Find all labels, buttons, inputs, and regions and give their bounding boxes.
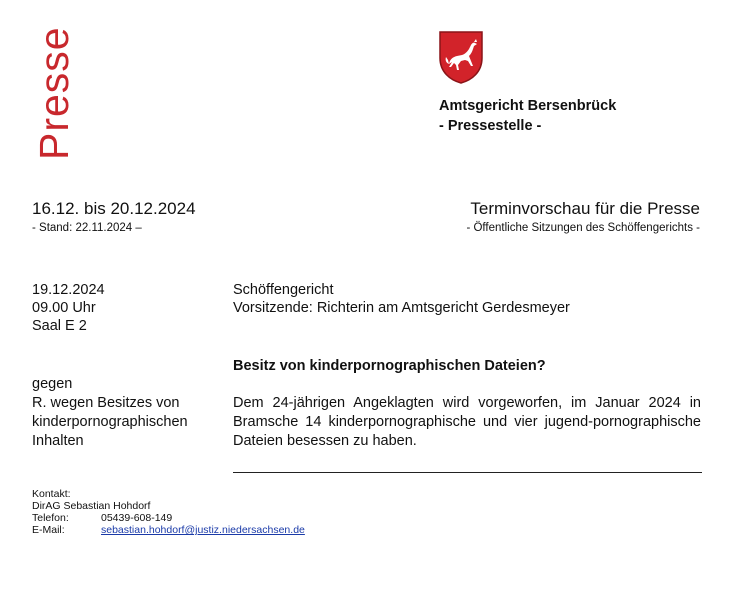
preview-title: Terminvorschau für die Presse xyxy=(470,199,700,218)
presiding-judge: Vorsitzende: Richterin am Amtsgericht Gerdesmeyer xyxy=(233,300,570,316)
session-date: 19.12.2024 xyxy=(32,282,105,298)
court-department: - Pressestelle - xyxy=(439,118,542,134)
presse-side-label: Presse xyxy=(31,26,77,160)
divider-line xyxy=(233,472,702,473)
phone-label: Telefon: xyxy=(32,512,69,524)
lower-saxony-horse-crest-icon xyxy=(438,30,484,84)
session-room: Saal E 2 xyxy=(32,318,87,334)
phone-number: 05439-608-149 xyxy=(101,512,173,524)
defendant-line-1: R. wegen Besitzes von xyxy=(32,395,180,411)
stand-date: - Stand: 22.11.2024 – xyxy=(32,222,142,234)
email-label: E-Mail: xyxy=(32,524,65,536)
case-topic: Besitz von kinderpornographischen Dateien? xyxy=(233,358,546,374)
against-label: gegen xyxy=(32,376,73,392)
defendant-line-3: Inhalten xyxy=(32,433,84,449)
session-time: 09.00 Uhr xyxy=(32,300,96,316)
case-description: Dem 24-jährigen Angeklagten wird vorgeworfen, im Januar 2024 in Bramsche 14 kinderpornographische und vier jugend-pornographische Dateien besessen zu haben. xyxy=(233,395,701,449)
email-link[interactable]: sebastian.hohdorf@justiz.niedersachsen.de xyxy=(101,524,305,536)
contact-label: Kontakt: xyxy=(32,488,71,500)
contact-person: DirAG Sebastian Hohdorf xyxy=(32,500,151,512)
court-type: Schöffengericht xyxy=(233,282,334,298)
defendant-line-2: kinderpornographischen xyxy=(32,414,188,430)
court-name: Amtsgericht Bersenbrück xyxy=(439,98,617,114)
preview-subtitle: - Öffentliche Sitzungen des Schöffengerichts - xyxy=(466,222,700,234)
date-range: 16.12. bis 20.12.2024 xyxy=(32,199,196,218)
